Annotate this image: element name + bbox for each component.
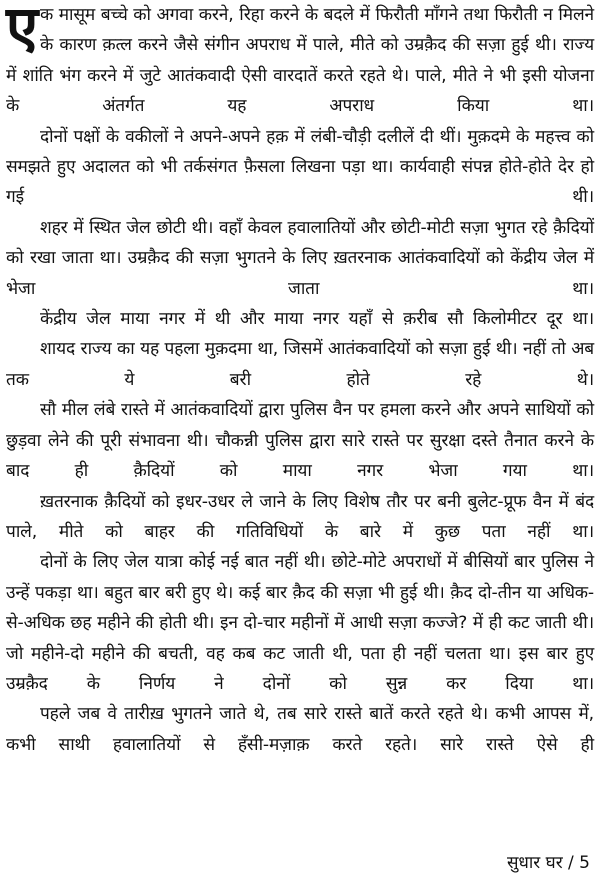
paragraph-3: शहर में स्थित जेल छोटी थी। वहाँ केवल हवालातियों और छोटी-मोटी सज़ा भुगत रहे क़ैदियों को रखा जाता था। उम्रक़ैद की सज़ा भुगतने के लिए ख़तरनाक आतंकवादियों को केंद्रीय जेल में भेजा जाता था। bbox=[6, 217, 594, 299]
paragraph-9: पहले जब वे तारीख़ भुगतने जाते थे, तब सारे रास्ते बातें करते रहते थे। कभी आपस में, कभी साथी हवालातियों से हँसी-मज़ाक़ करते रहते। सारे रास्ते ऐसे ही bbox=[6, 704, 594, 755]
paragraph-1 bbox=[6, 0, 594, 122]
paragraph-8: दोनों के लिए जेल यात्रा कोई नई बात नहीं थी। छोटे-मोटे अपराधों में बीसियों बार पुलिस ने उन्हें पकड़ा था। बहुत बार बरी हुए थे। कई बार क़ैद की सज़ा भी हुई थी। क़ैद दो-तीन या अधिक-से-अधिक छह महीने की होती थी। इन दो-चार महीनों में आधी सज़ा कज्जे? में ही कट जाती थी। जो महीने-दो महीने की बचती, वह कब कट जाती थी, पता ही नहीं चलता था। इस बार हुए उम्रक़ैद के निर्णय ने दोनों को सुन्न कर दिया था। bbox=[6, 552, 594, 694]
page-footer: सुधार घर / 5 bbox=[506, 853, 590, 873]
paragraph-5: शायद राज्य का यह पहला मुक़दमा था, जिसमें आतंकवादियों को सज़ा हुई थी। नहीं तो अब तक ये बरी होते रहे थे। bbox=[6, 339, 594, 390]
paragraph-7: ख़तरनाक क़ैदियों को इधर-उधर ले जाने के लिए विशेष तौर पर बनी बुलेट-प्रूफ वैन में बंद पाले, मीते को बाहर की गतिविधियों के बारे में कुछ पता नहीं था। bbox=[6, 491, 594, 542]
drop-cap-letter: ए bbox=[6, 0, 38, 61]
paragraph-2: दोनों पक्षों के वकीलों ने अपने-अपने हक़ में लंबी-चौड़ी दलीलें दी थीं। मुक़दमे के महत्त्व को समझते हुए अदालत को भी तर्कसंगत फ़ैसला लिखना पड़ा था। कार्यवाही संपन्न होते-होते देर हो गई थी। bbox=[6, 126, 594, 208]
paragraph-1-text: क मासूम बच्चे को अगवा करने, रिहा करने के बदले में फिरौती माँगने तथा फिरौती न मिलने के कारण क़त्ल करने जैसे संगीन अपराध में पाले, मीते को उम्रक़ैद की सज़ा हुई थी। राज्य में शांति भंग करने में जुटे आतंकवादी ऐसी वारदातें करते रहते थे। पाले, मीते ने भी इसी योजना के अंतर्गत यह अपराध किया था। bbox=[6, 5, 594, 117]
paragraph-4: केंद्रीय जेल माया नगर में थी और माया नगर यहाँ से क़रीब सौ किलोमीटर दूर था। bbox=[40, 309, 594, 330]
page-text bbox=[6, 0, 594, 760]
paragraph-6: सौ मील लंबे रास्ते में आतंकवादियों द्वारा पुलिस वैन पर हमला करने और अपने साथियों को छुड़वा लेने की पूरी संभावना थी। चौकन्नी पुलिस द्वारा सारे रास्ते पर सुरक्षा दस्ते तैनात करने के बाद ही क़ैदियों को माया नगर भेजा गया था। bbox=[6, 400, 594, 482]
